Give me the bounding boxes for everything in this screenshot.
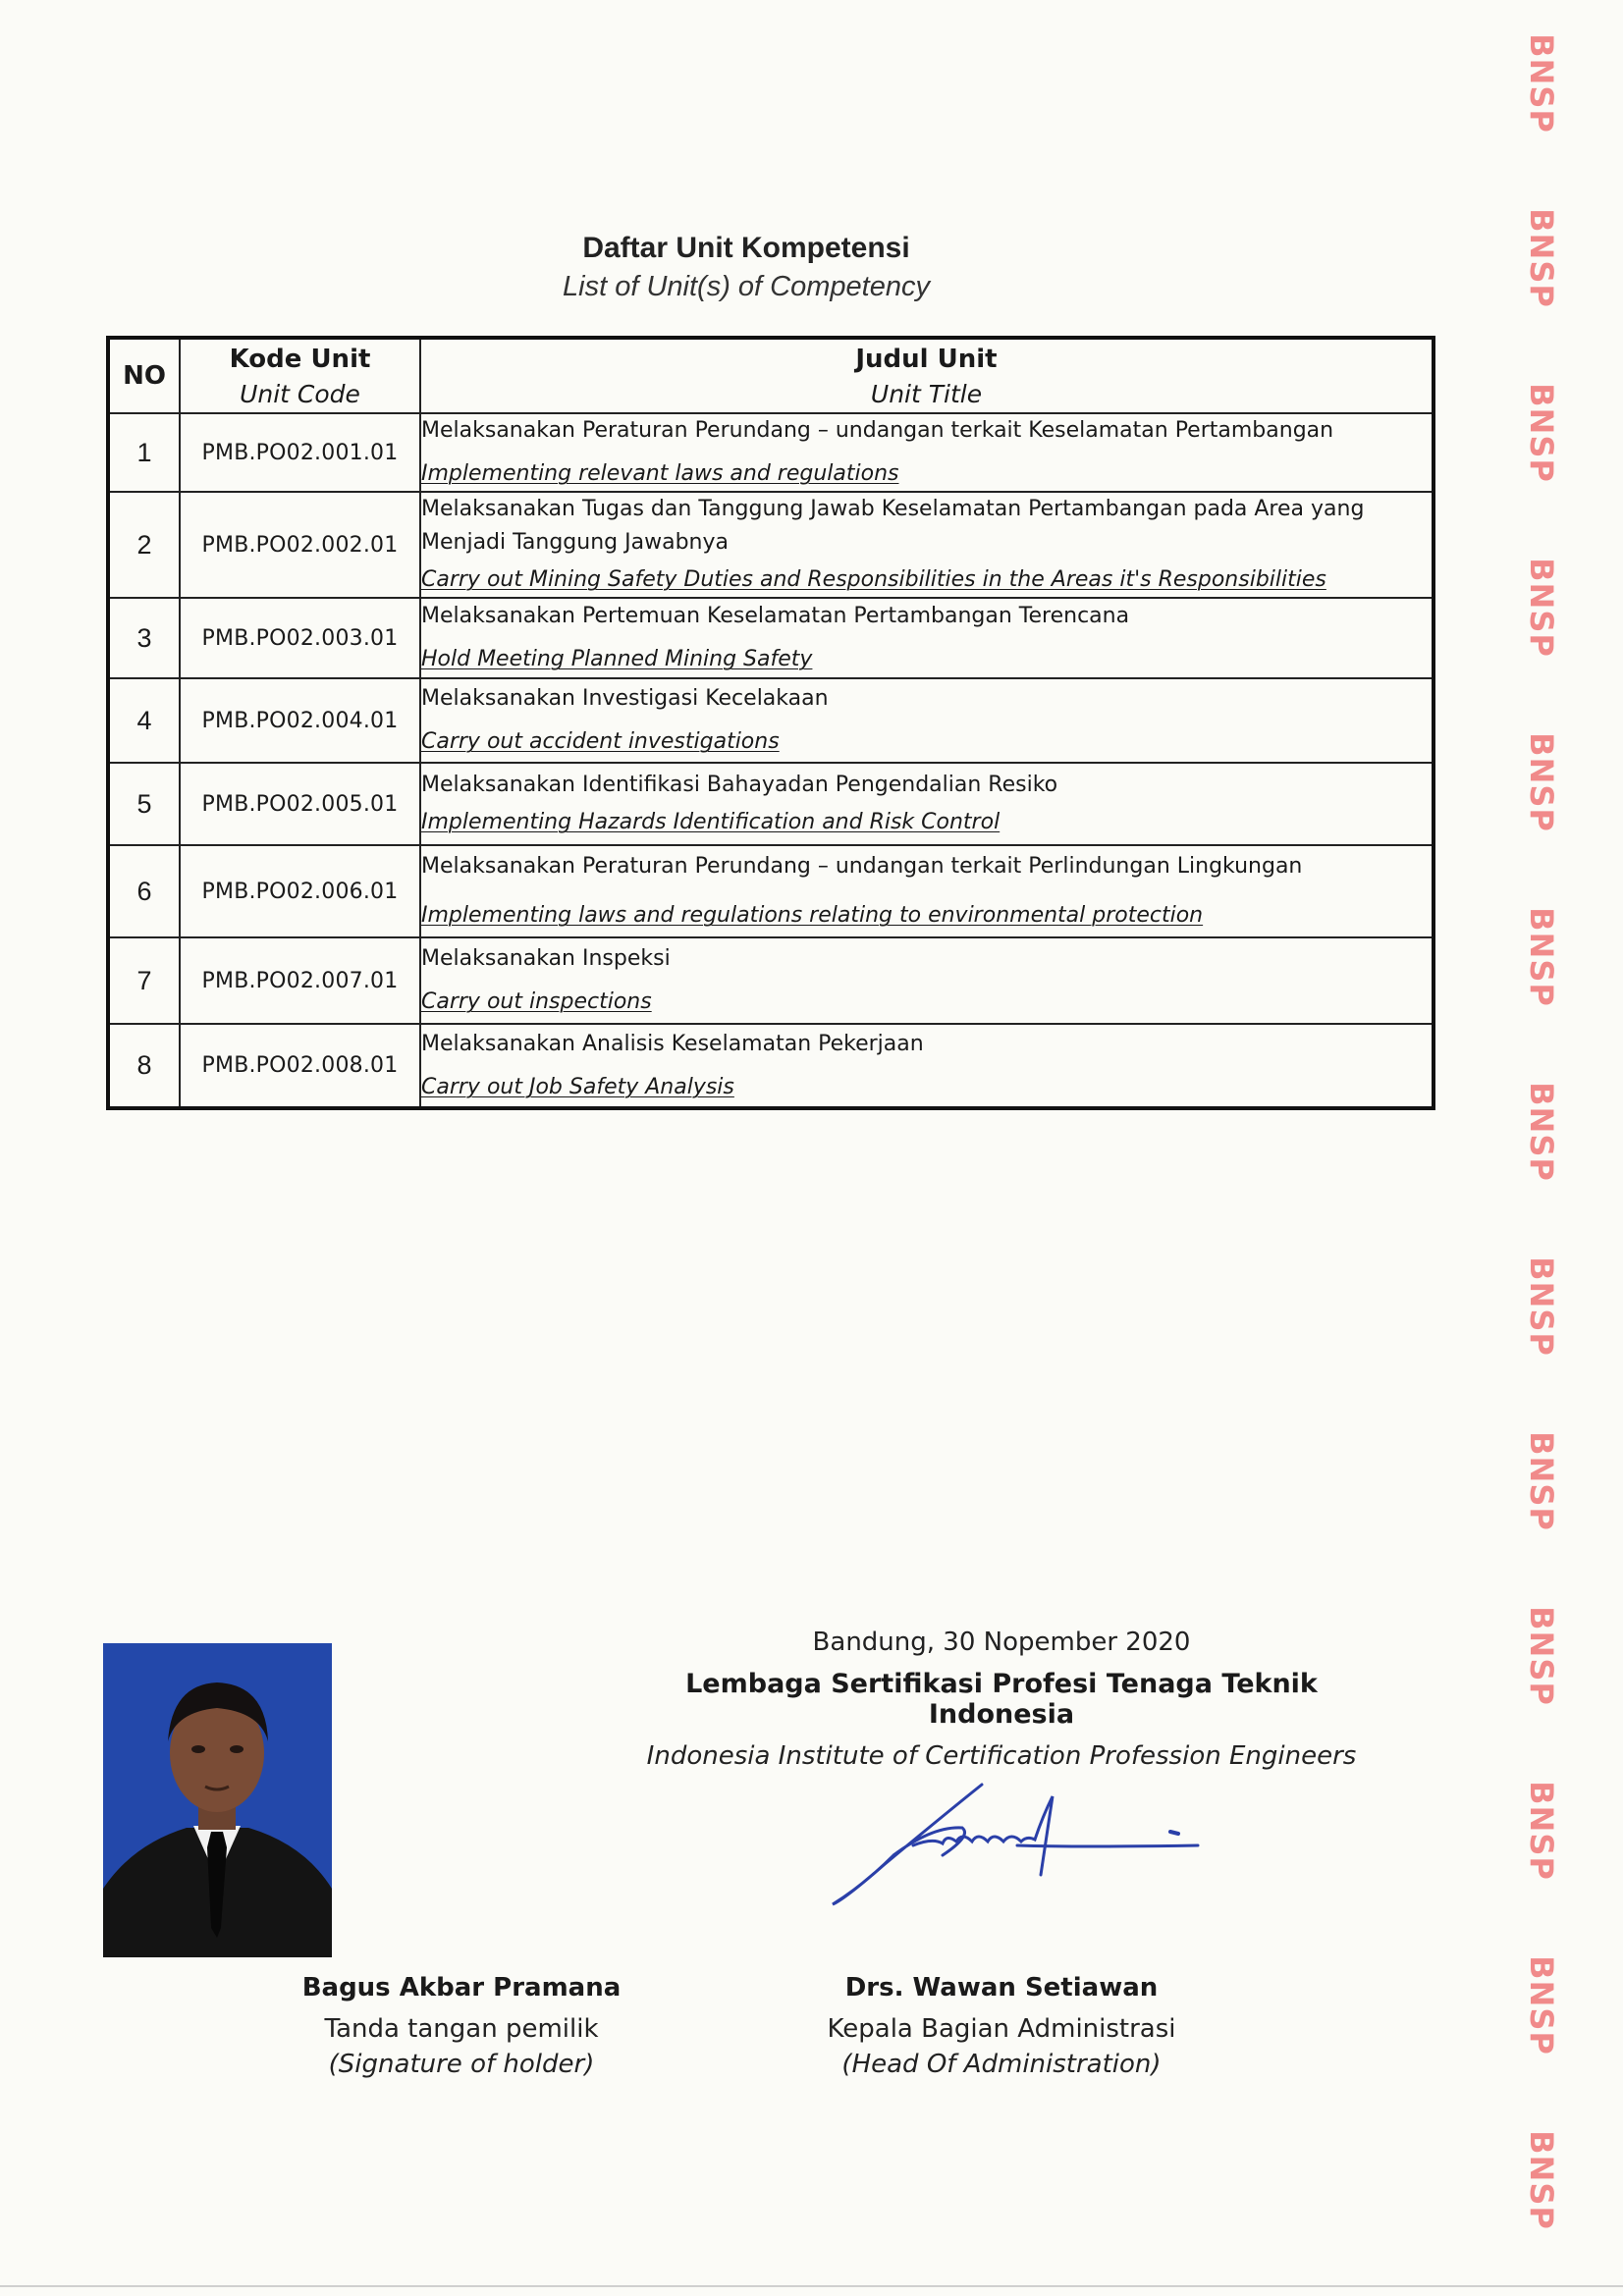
row-code: PMB.PO02.003.01 (180, 598, 420, 678)
row-title-en: Carry out accident investigations (421, 729, 780, 755)
bnsp-watermark-text: BNSP (1523, 383, 1560, 483)
bnsp-watermark (1517, 1602, 1566, 1710)
header-title-label-en: Unit Title (870, 379, 983, 408)
table-row (108, 1024, 1434, 1108)
bnsp-watermark (1517, 29, 1566, 137)
bnsp-watermark-text: BNSP (1523, 1606, 1560, 1706)
bnsp-watermark-text: BNSP (1523, 1781, 1560, 1881)
bnsp-watermark-text: BNSP (1523, 907, 1560, 1007)
bnsp-watermark (1517, 1951, 1566, 2059)
header-no (108, 338, 180, 413)
row-title-id: Melaksanakan Tugas dan Tanggung Jawab Keselamatan Pertambangan pada Area yang Menjadi Tanggung Jawabnya (421, 497, 1365, 556)
row-title-en: Carry out Job Safety Analysis (421, 1074, 734, 1099)
row-title-en: Hold Meeting Planned Mining Safety (421, 647, 813, 672)
bnsp-watermark-text: BNSP (1523, 1256, 1560, 1357)
officer-role-en: (Head Of Administration) (841, 2050, 1162, 2079)
competency-units-table (106, 336, 1435, 1110)
row-title (420, 598, 1434, 678)
row-no: 7 (108, 937, 180, 1024)
row-title-id: Melaksanakan Investigasi Kecelakaan (421, 686, 829, 712)
holder-name: Bagus Akbar Pramana (301, 1973, 622, 2002)
row-no: 1 (108, 413, 180, 492)
document-title: Daftar Unit Kompetensi (582, 232, 910, 264)
header-no-label: NO (123, 361, 166, 391)
bnsp-watermark-strip (1517, 29, 1566, 2277)
row-title (420, 678, 1434, 763)
row-no: 2 (108, 492, 180, 598)
row-title-en: Implementing laws and regulations relating to environmental protection (421, 903, 1204, 929)
bnsp-watermark-text: BNSP (1523, 1082, 1560, 1182)
holder-role-en: (Signature of holder) (328, 2050, 595, 2079)
header-code-label: Kode Unit (229, 344, 371, 374)
table-row (108, 413, 1434, 492)
document-subtitle: List of Unit(s) of Competency (563, 271, 930, 302)
table-row (108, 678, 1434, 763)
row-code: PMB.PO02.001.01 (180, 413, 420, 492)
table-row (108, 937, 1434, 1024)
document-heading (0, 232, 1492, 303)
table-row (108, 845, 1434, 937)
bnsp-watermark (1517, 1427, 1566, 1535)
officer-signature (825, 1777, 1217, 1914)
bnsp-watermark (1517, 379, 1566, 487)
officer-name: Drs. Wawan Setiawan (844, 1973, 1159, 2002)
bnsp-watermark (1517, 903, 1566, 1011)
row-title-id: Melaksanakan Identifikasi Bahayadan Pengendalian Resiko (421, 773, 1058, 798)
holder-role: Tanda tangan pemilik (324, 2014, 599, 2044)
row-title (420, 937, 1434, 1024)
header-title (420, 338, 1434, 413)
bnsp-watermark (1517, 2126, 1566, 2234)
bnsp-watermark (1517, 1253, 1566, 1361)
row-code: PMB.PO02.005.01 (180, 763, 420, 845)
officer-role: Kepala Bagian Administrasi (827, 2014, 1176, 2044)
row-no: 6 (108, 845, 180, 937)
officer-block (785, 1973, 1217, 2079)
bnsp-watermark (1517, 728, 1566, 836)
bnsp-watermark-text: BNSP (1523, 1431, 1560, 1531)
row-code: PMB.PO02.006.01 (180, 845, 420, 937)
place-date: Bandung, 30 Nopember 2020 (812, 1628, 1191, 1657)
issuer-organization-en: Indonesia Institute of Certification Profession Engineers (646, 1741, 1357, 1771)
issuer-block (609, 1628, 1394, 1771)
row-no: 8 (108, 1024, 180, 1108)
bnsp-watermark (1517, 554, 1566, 662)
bnsp-watermark-text: BNSP (1523, 33, 1560, 133)
bnsp-watermark-text: BNSP (1523, 732, 1560, 832)
row-title-id: Melaksanakan Peraturan Perundang – undangan terkait Perlindungan Lingkungan (421, 854, 1303, 880)
row-code: PMB.PO02.004.01 (180, 678, 420, 763)
header-title-label: Judul Unit (855, 344, 998, 374)
table-row (108, 492, 1434, 598)
row-title-id: Melaksanakan Inspeksi (421, 946, 671, 972)
holder-portrait-image (103, 1643, 332, 1957)
row-title (420, 413, 1434, 492)
page-edge-line (0, 2285, 1623, 2287)
bnsp-watermark-text: BNSP (1523, 2130, 1560, 2230)
row-title-en: Implementing relevant laws and regulations (421, 461, 899, 487)
row-title (420, 492, 1434, 598)
bnsp-watermark-text: BNSP (1523, 1955, 1560, 2056)
row-title (420, 1024, 1434, 1108)
table-header-row (108, 338, 1434, 413)
header-code (180, 338, 420, 413)
row-title-en: Carry out inspections (421, 989, 652, 1015)
holder-block (255, 1973, 668, 2079)
row-title (420, 763, 1434, 845)
header-code-label-en: Unit Code (240, 379, 360, 408)
bnsp-watermark (1517, 204, 1566, 312)
row-no: 5 (108, 763, 180, 845)
row-code: PMB.PO02.007.01 (180, 937, 420, 1024)
row-code: PMB.PO02.002.01 (180, 492, 420, 598)
bnsp-watermark-text: BNSP (1523, 558, 1560, 658)
row-title-en: Carry out Mining Safety Duties and Responsibilities in the Areas it's Responsibilities (421, 567, 1326, 593)
row-title-id: Melaksanakan Peraturan Perundang – undangan terkait Keselamatan Pertambangan (421, 418, 1334, 443)
bnsp-watermark (1517, 1777, 1566, 1885)
row-code: PMB.PO02.008.01 (180, 1024, 420, 1108)
row-no: 4 (108, 678, 180, 763)
holder-photo (103, 1643, 332, 1957)
bnsp-watermark-text: BNSP (1523, 208, 1560, 308)
row-title (420, 845, 1434, 937)
bnsp-watermark (1517, 1078, 1566, 1186)
row-title-id: Melaksanakan Pertemuan Keselamatan Pertambangan Terencana (421, 604, 1130, 629)
table-row (108, 763, 1434, 845)
row-no: 3 (108, 598, 180, 678)
issuer-organization: Lembaga Sertifikasi Profesi Tenaga Teknik Indonesia (685, 1669, 1318, 1730)
table-row (108, 598, 1434, 678)
row-title-id: Melaksanakan Analisis Keselamatan Pekerjaan (421, 1031, 924, 1056)
row-title-en: Implementing Hazards Identification and Risk Control (421, 810, 1001, 835)
